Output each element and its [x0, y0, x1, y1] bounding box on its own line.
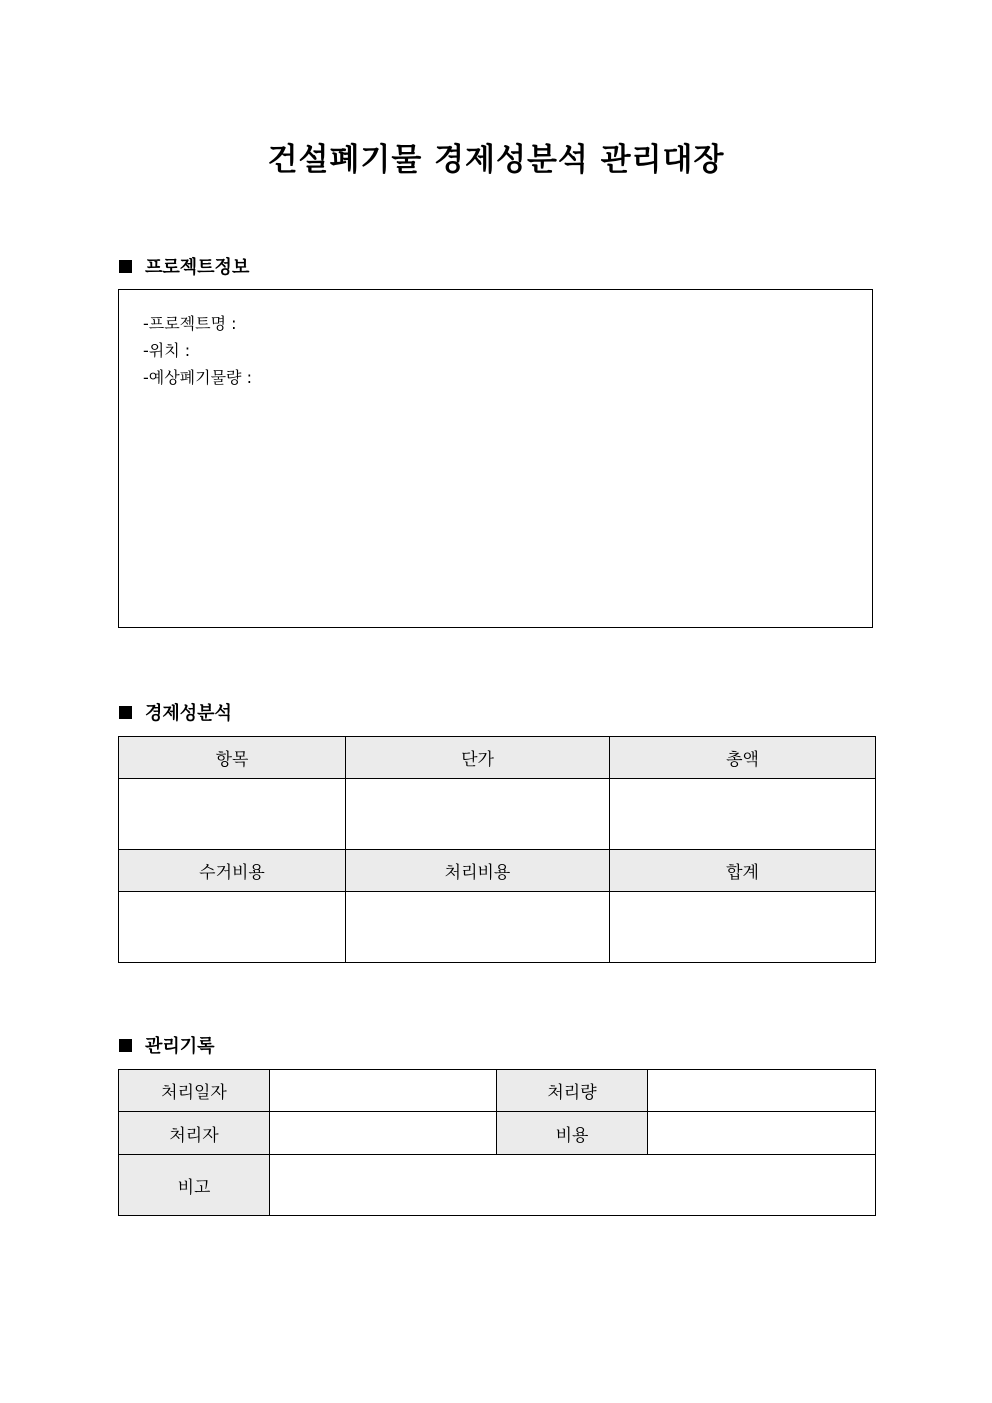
management-records-table — [118, 1069, 876, 1216]
expected-waste-line: -예상폐기물량 : — [143, 368, 252, 387]
label-disposal-date: 처리일자 — [119, 1070, 270, 1112]
label-cost: 비용 — [497, 1112, 648, 1155]
header-unit-price: 단가 — [346, 737, 610, 779]
header-total-amount: 총액 — [610, 737, 876, 779]
location-line: -위치 : — [143, 341, 191, 360]
document-title: 건설폐기물 경제성분석 관리대장 — [267, 142, 725, 178]
disposal-cost-cell[interactable] — [346, 892, 610, 963]
label-disposal-amount: 처리량 — [497, 1070, 648, 1112]
economic-analysis-table — [118, 736, 876, 963]
item-cell[interactable] — [119, 779, 346, 850]
collection-cost-cell[interactable] — [119, 892, 346, 963]
disposal-date-cell[interactable] — [270, 1070, 497, 1112]
square-bullet-icon — [119, 260, 132, 273]
note-cell[interactable] — [270, 1155, 876, 1216]
project-info-heading-label: 프로젝트정보 — [145, 257, 250, 278]
project-name-line: -프로젝트명 : — [143, 314, 237, 333]
cost-cell[interactable] — [648, 1112, 876, 1155]
handler-cell[interactable] — [270, 1112, 497, 1155]
square-bullet-icon — [119, 706, 132, 719]
header-disposal-cost: 처리비용 — [346, 850, 610, 892]
economic-analysis-heading — [119, 699, 232, 725]
management-records-heading-label: 관리기록 — [145, 1036, 215, 1057]
square-bullet-icon — [119, 1039, 132, 1052]
header-sum: 합계 — [610, 850, 876, 892]
project-info-box[interactable] — [118, 289, 873, 628]
label-note: 비고 — [119, 1155, 270, 1216]
total-amount-cell[interactable] — [610, 779, 876, 850]
label-handler: 처리자 — [119, 1112, 270, 1155]
disposal-amount-cell[interactable] — [648, 1070, 876, 1112]
economic-analysis-heading-label: 경제성분석 — [145, 703, 232, 724]
sum-cell[interactable] — [610, 892, 876, 963]
header-item: 항목 — [119, 737, 346, 779]
management-records-heading — [119, 1032, 215, 1058]
header-collection-cost: 수거비용 — [119, 850, 346, 892]
project-info-heading — [119, 253, 249, 279]
unit-price-cell[interactable] — [346, 779, 610, 850]
